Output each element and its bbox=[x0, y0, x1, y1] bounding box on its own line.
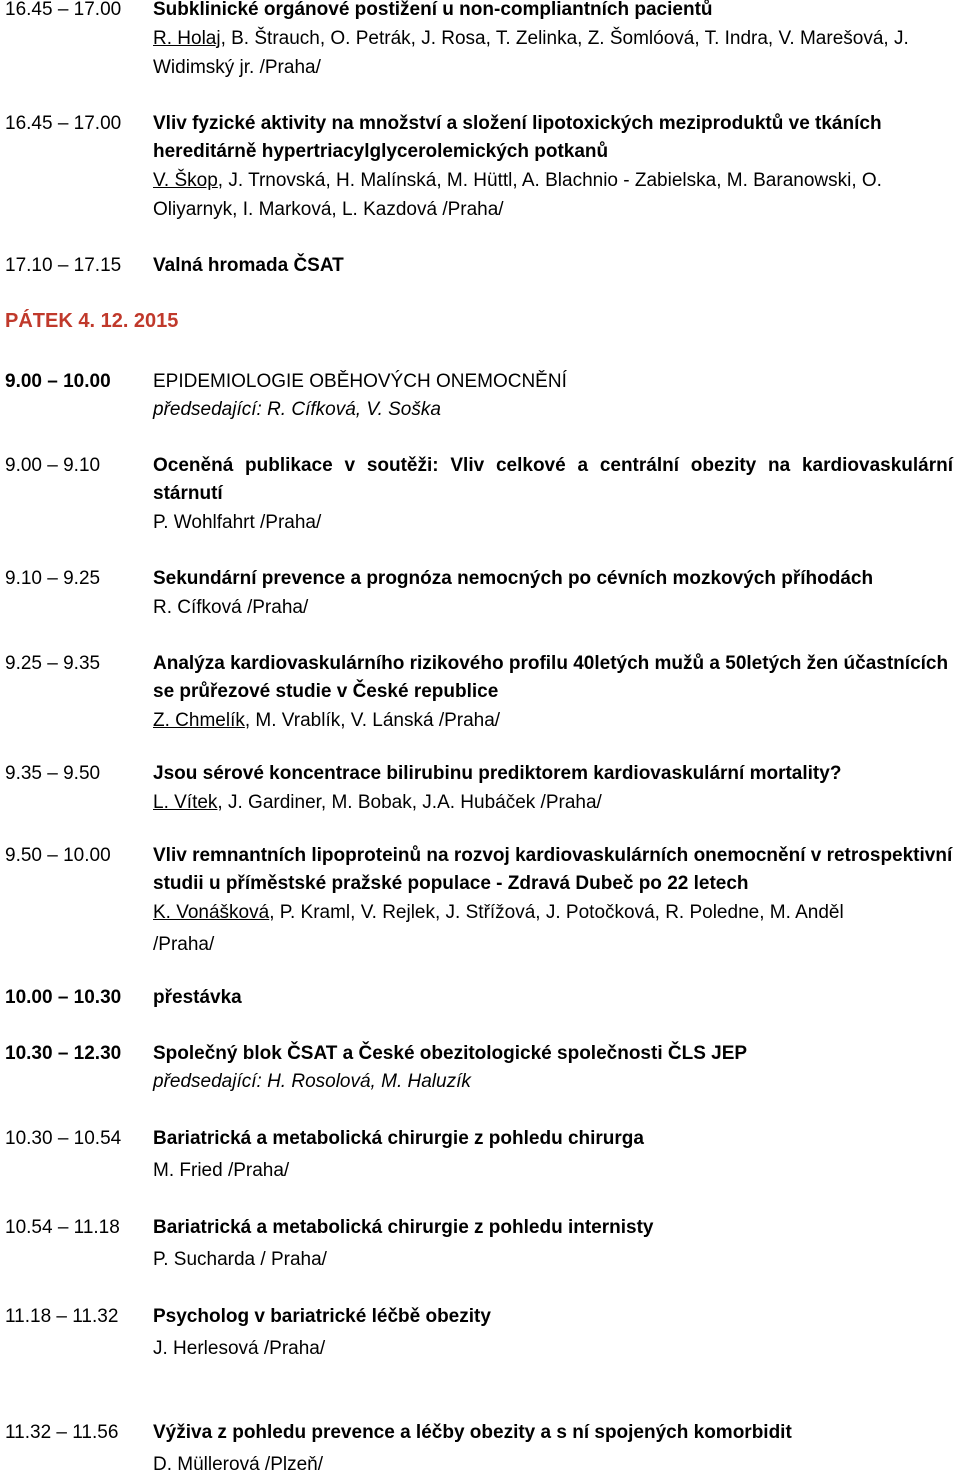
session-authors: M. Fried /Praha/ bbox=[153, 1160, 290, 1181]
session-content bbox=[153, 842, 953, 959]
session-content bbox=[153, 1125, 953, 1185]
session-title: Valná hromada ČSAT bbox=[153, 255, 344, 276]
session-chair: předsedající: R. Cífková, V. Soška bbox=[153, 399, 441, 420]
session-title: EPIDEMIOLOGIE OBĚHOVÝCH ONEMOCNĚNÍ bbox=[153, 371, 567, 392]
session-time: 9.00 – 9.10 bbox=[5, 455, 101, 476]
presenter-name: Z. Chmelík bbox=[153, 710, 245, 731]
session-time: 10.54 – 11.18 bbox=[5, 1217, 120, 1238]
presenter-name: V. Škop bbox=[153, 170, 218, 191]
session-content bbox=[153, 368, 953, 424]
session-authors: J. Herlesová /Praha/ bbox=[153, 1338, 326, 1359]
session-content bbox=[153, 1303, 953, 1363]
session-authors bbox=[153, 706, 953, 735]
session-time: 10.30 – 10.54 bbox=[5, 1128, 122, 1149]
presenter-name: R. Holaj bbox=[153, 28, 221, 49]
session-title: Oceněná publikace v soutěži: Vliv celkové a centrální obezity na kardiovaskulární stárnutí bbox=[153, 455, 953, 504]
session-content bbox=[153, 0, 953, 82]
session-time: 9.35 – 9.50 bbox=[5, 763, 101, 784]
session-authors bbox=[153, 166, 953, 224]
session-content bbox=[153, 110, 953, 224]
session-content bbox=[153, 252, 953, 280]
session-authors-continued: /Praha/ bbox=[153, 934, 215, 955]
session-title: Sekundární prevence a prognóza nemocných po cévních mozkových příhodách bbox=[153, 568, 874, 589]
coauthors: , J. Trnovská, H. Malínská, M. Hüttl, A. Blachnio - Zabielska, M. Baranowski, O. Oliyarnyk, I. Marková, L. Kazdová /Praha/ bbox=[153, 170, 882, 220]
day-heading: PÁTEK 4. 12. 2015 bbox=[5, 310, 179, 332]
session-content bbox=[153, 1214, 953, 1274]
session-time: 11.18 – 11.32 bbox=[5, 1306, 119, 1327]
session-chair: předsedající: H. Rosolová, M. Haluzík bbox=[153, 1071, 471, 1092]
session-content bbox=[153, 565, 953, 622]
session-time: 16.45 – 17.00 bbox=[5, 113, 122, 134]
coauthors: , B. Štrauch, O. Petrák, J. Rosa, T. Zelinka, Z. Šomlóová, T. Indra, V. Marešová, J. Widimský jr. /Praha/ bbox=[153, 28, 909, 78]
session-authors: P. Sucharda / Praha/ bbox=[153, 1249, 327, 1270]
session-content bbox=[153, 1040, 953, 1096]
session-content bbox=[153, 760, 953, 817]
session-authors: P. Wohlfahrt /Praha/ bbox=[153, 512, 322, 533]
coauthors: , M. Vrablík, V. Lánská /Praha/ bbox=[244, 710, 501, 731]
session-time: 10.30 – 12.30 bbox=[5, 1043, 122, 1064]
session-content bbox=[153, 1419, 953, 1479]
session-authors bbox=[153, 898, 953, 927]
session-title: Bariatrická a metabolická chirurgie z pohledu chirurga bbox=[153, 1128, 644, 1149]
session-content bbox=[153, 650, 953, 735]
session-title: Vliv fyzické aktivity na množství a složení lipotoxických meziproduktů ve tkáních hereditárně hypertriacylglycerolemických potkanů bbox=[153, 113, 882, 162]
session-time: 11.32 – 11.56 bbox=[5, 1422, 119, 1443]
session-time: 9.00 – 10.00 bbox=[5, 371, 111, 392]
session-time: 16.45 – 17.00 bbox=[5, 0, 122, 20]
session-title: Výživa z pohledu prevence a léčby obezity a s ní spojených komorbidit bbox=[153, 1422, 792, 1443]
session-time: 9.25 – 9.35 bbox=[5, 653, 101, 674]
session-authors bbox=[153, 24, 953, 82]
session-authors: D. Müllerová /Plzeň/ bbox=[153, 1454, 324, 1475]
session-content bbox=[153, 452, 953, 537]
session-title: Analýza kardiovaskulárního rizikového profilu 40letých mužů a 50letých žen účastnících se průřezové studie v České republice bbox=[153, 653, 949, 702]
coauthors: , P. Kraml, V. Rejlek, J. Střížová, J. Potočková, R. Poledne, M. Anděl bbox=[269, 902, 844, 923]
session-title: přestávka bbox=[153, 987, 242, 1008]
session-title: Jsou sérové koncentrace bilirubinu prediktorem kardiovaskulární mortality? bbox=[153, 763, 842, 784]
session-title: Subklinické orgánové postižení u non-compliantních pacientů bbox=[153, 0, 713, 20]
session-title: Společný blok ČSAT a České obezitologické společnosti ČLS JEP bbox=[153, 1043, 748, 1064]
session-title: Vliv remnantních lipoproteinů na rozvoj kardiovaskulárních onemocnění v retrospektivní studii u příměstské pražské populace - Zdravá Dubeč po 22 letech bbox=[153, 845, 953, 894]
session-time: 10.00 – 10.30 bbox=[5, 987, 122, 1008]
session-authors bbox=[153, 788, 953, 817]
session-time: 9.50 – 10.00 bbox=[5, 845, 111, 866]
session-time: 9.10 – 9.25 bbox=[5, 568, 101, 589]
session-title: Bariatrická a metabolická chirurgie z pohledu internisty bbox=[153, 1217, 654, 1238]
presenter-name: L. Vítek bbox=[153, 792, 218, 813]
coauthors: , J. Gardiner, M. Bobak, J.A. Hubáček /Praha/ bbox=[217, 792, 602, 813]
session-time: 17.10 – 17.15 bbox=[5, 255, 122, 276]
session-content bbox=[153, 984, 953, 1012]
session-title: Psycholog v bariatrické léčbě obezity bbox=[153, 1306, 491, 1327]
session-authors: R. Cífková /Praha/ bbox=[153, 597, 309, 618]
presenter-name: K. Vonášková bbox=[153, 902, 270, 923]
